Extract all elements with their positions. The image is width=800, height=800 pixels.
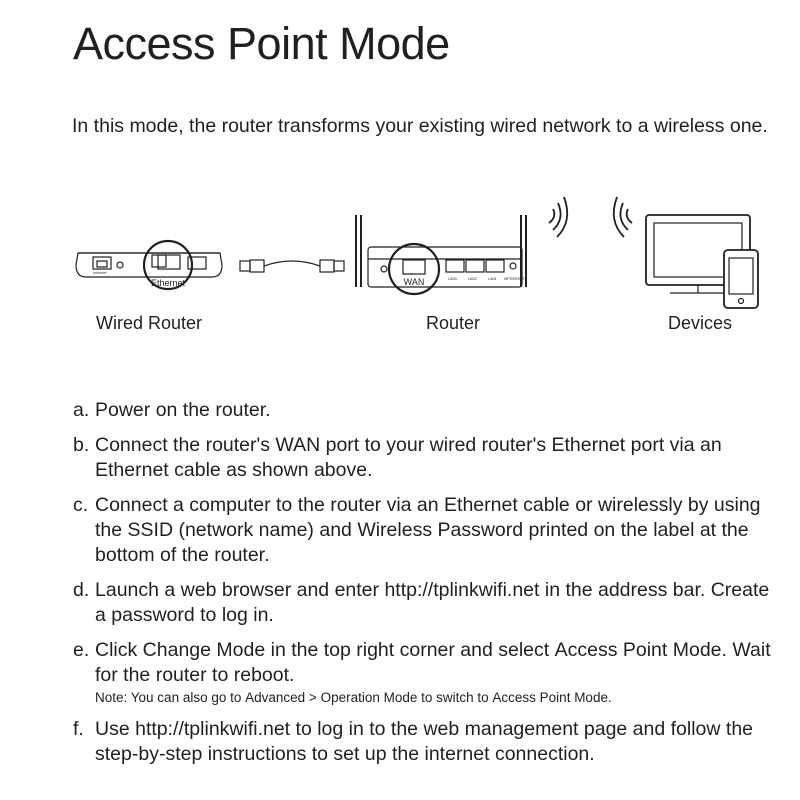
step-text: Click Change Mode in the top right corner and select Access Point Mode. Wait for the router to reboot. <box>95 639 771 686</box>
step-text: Power on the router. <box>95 399 271 421</box>
step-text: Connect a computer to the router via an Ethernet cable or wirelessly by using the SSID (network name) and Wireless Password printed on the label at the bottom of the router. <box>95 494 761 566</box>
svg-text:WAN: WAN <box>403 277 425 287</box>
svg-text:LAN2: LAN2 <box>468 277 477 281</box>
step-letter: e. <box>73 639 90 661</box>
step-a <box>73 398 783 423</box>
step-letter: f. <box>73 718 84 740</box>
step-e <box>73 638 783 707</box>
wired-router-icon <box>76 241 222 289</box>
step-note: Note: You can also go to Advanced > Operation Mode to switch to Access Point Mode. <box>95 690 612 705</box>
svg-text:LAN3: LAN3 <box>448 277 457 281</box>
router-icon <box>356 215 526 294</box>
step-b <box>73 433 783 483</box>
step-letter: c. <box>73 494 89 516</box>
diagram-illustration <box>0 195 800 315</box>
intro-text: In this mode, the router transforms your existing wired network to a wireless one. <box>72 115 768 137</box>
step-letter: b. <box>73 434 90 456</box>
step-text: Launch a web browser and enter http://tplinkwifi.net in the address bar. Create a password to log in. <box>95 579 770 626</box>
devices-label: Devices <box>668 313 733 333</box>
wifi-signal-icon <box>549 197 567 237</box>
svg-text:Internet: Internet <box>93 270 107 275</box>
page-title: Access Point Mode <box>73 18 450 69</box>
step-d <box>73 578 783 628</box>
step-f <box>73 717 783 767</box>
step-c <box>73 493 783 568</box>
ethernet-cable-icon <box>240 260 344 272</box>
step-letter: a. <box>73 399 90 421</box>
svg-text:LAN1: LAN1 <box>488 277 497 281</box>
wired-router-label: Wired Router <box>96 313 203 333</box>
router-label: Router <box>426 313 481 333</box>
step-letter: d. <box>73 579 90 601</box>
step-text: Connect the router's WAN port to your wired router's Ethernet port via an Ethernet cable as shown above. <box>95 434 722 481</box>
connection-diagram <box>0 195 800 345</box>
svg-text:WPS/RESET: WPS/RESET <box>504 277 525 281</box>
step-text: Use http://tplinkwifi.net to log in to the web management page and follow the step-by-step instructions to set up the internet connection. <box>95 718 754 765</box>
instruction-steps <box>73 398 783 777</box>
phone-icon <box>724 250 758 308</box>
svg-text:Ethernet: Ethernet <box>150 278 186 288</box>
wifi-signal-icon-devices <box>614 197 632 237</box>
